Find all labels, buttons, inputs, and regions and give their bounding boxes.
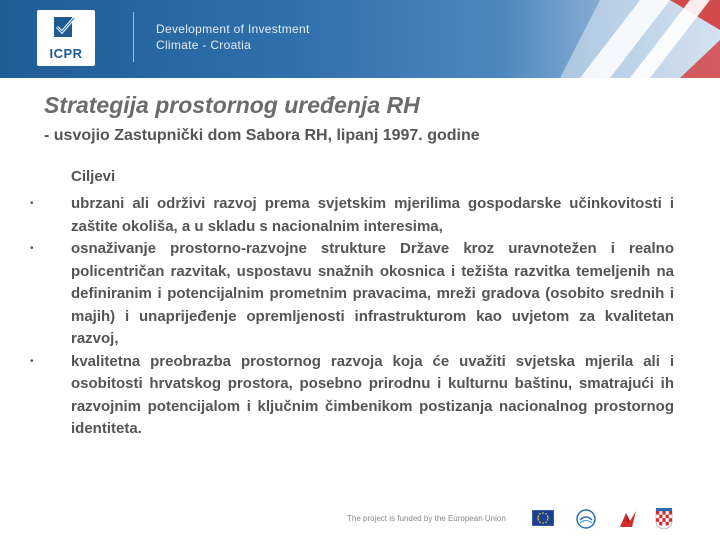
- header-divider: [133, 12, 134, 62]
- list-item: [24, 351, 674, 441]
- bullet-point: •: [30, 243, 34, 254]
- checkmark-icon: [54, 15, 76, 39]
- goals-list: [24, 193, 674, 441]
- bullet-point: •: [30, 198, 34, 209]
- goals-heading: Ciljevi: [71, 168, 116, 185]
- icpr-logo: [37, 10, 95, 66]
- croatian-coat-of-arms-icon: [655, 508, 673, 530]
- decorative-flag-graphic: [540, 0, 720, 78]
- header-title-line1: Development of Investment: [156, 22, 310, 36]
- goal-text: ubrzani ali održivi razvoj prema svjetskim mjerilima gospodarske učinkovitosti i zaštite okoliša, a u skladu s nacionalnim interesima,: [71, 195, 674, 235]
- footer-funding-text: The project is funded by the European Union: [347, 514, 506, 523]
- list-item: [24, 193, 674, 238]
- header-title-line2: Climate - Croatia: [156, 38, 252, 52]
- page-subtitle: - usvojio Zastupnički dom Sabora RH, lipanj 1997. godine: [44, 127, 480, 144]
- page-title: Strategija prostornog uređenja RH: [44, 92, 420, 118]
- eu-flag-icon: [532, 510, 554, 526]
- goal-text: osnaživanje prostorno-razvojne strukture Države kroz uravnotežen i realno policentričan razvitak, uspostavu snažnih okosnica i težišta razvitka temeljenih na definiranim i potencijalnim prometnim pravacima, mreži gradova (osobito srednih i majih) i unaprijeđenje opremljenosti infrastrukturom kao uvjetom za kvalitetan razvoj,: [71, 240, 674, 347]
- bullet-point: •: [30, 355, 34, 367]
- ministry-logo-icon: [618, 509, 638, 529]
- list-item: [24, 238, 674, 351]
- header-banner: [0, 0, 720, 78]
- partner-logo-icon: [576, 509, 596, 529]
- goal-text: kvalitetna preobrazba prostornog razvoja koja će uvažiti svjetska mjerila ali i osobitosti hrvatskog prostora, posebno prirodnu i kulturnu baštinu, smatrajući ih razvojnim potencijalom i ključnim čimbenikom postizanja nacionalnog prostornog identiteta.: [71, 352, 674, 437]
- logo-text: ICPR: [49, 46, 83, 61]
